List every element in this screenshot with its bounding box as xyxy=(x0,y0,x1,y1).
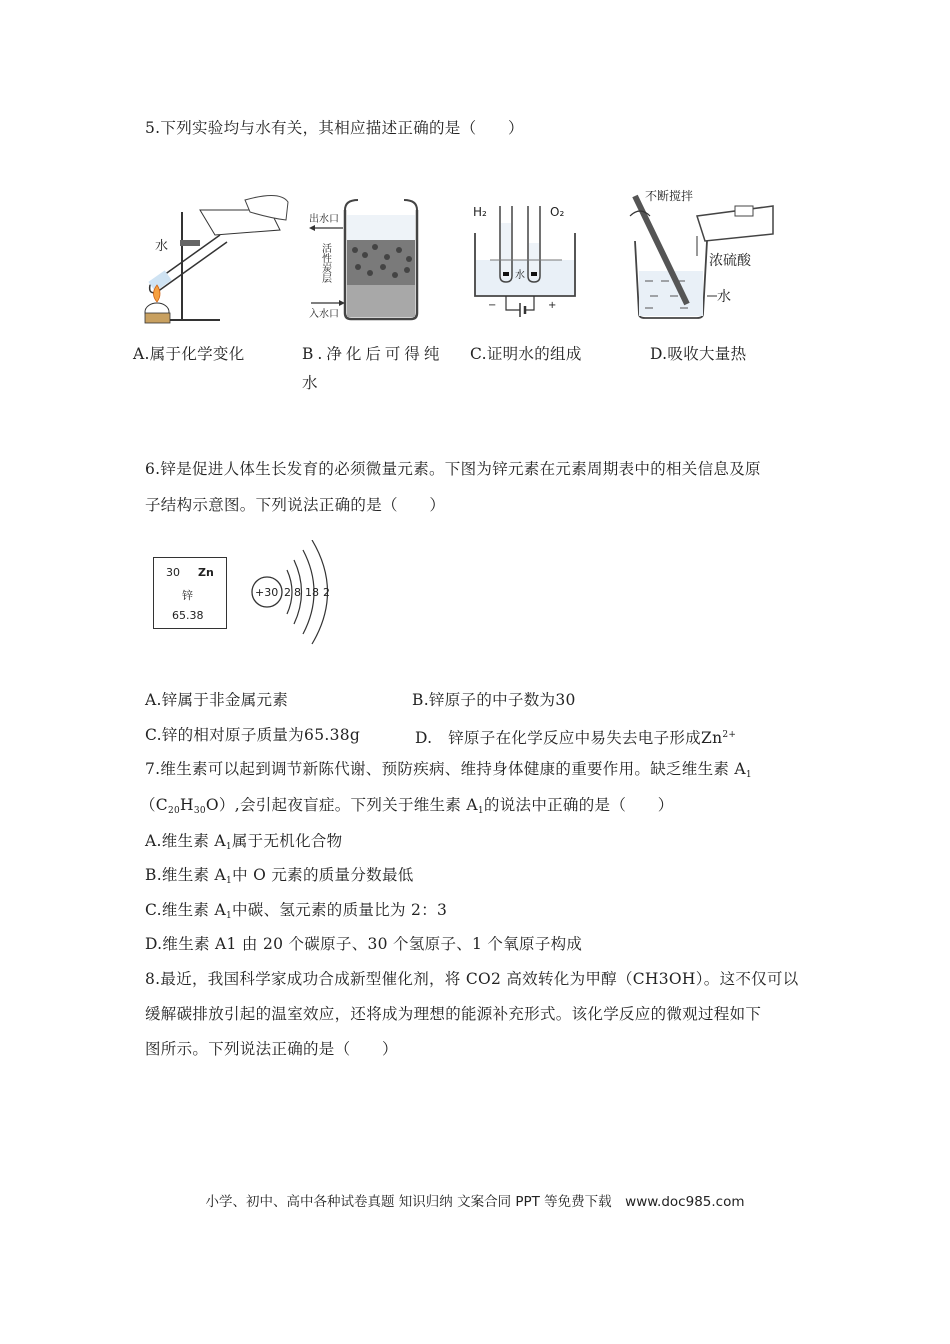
q7-subscript-1: 1 xyxy=(477,806,484,816)
q5-option-c: C.证明水的组成 xyxy=(470,345,582,363)
q6-option-b: B.锌原子的中子数为30 xyxy=(412,691,576,709)
q7-option-b-post: 中 O 元素的质量分数最低 xyxy=(232,866,414,884)
q7-stem-line1 xyxy=(145,758,752,786)
q7-formula-part: （C xyxy=(140,796,168,814)
q7-option-c-pre: C.维生素 A xyxy=(145,901,226,919)
q8-stem-line3: 图所示。下列说法正确的是（ ） xyxy=(145,1040,398,1058)
q8-stem-line1: 8.最近，我国科学家成功合成新型催化剂，将 CO2 高效转化为甲醇（CH3OH）。这不仅可以 xyxy=(145,970,799,988)
q7-option-b-pre: B.维生素 A xyxy=(145,866,227,884)
q5-option-b-line1: B.净化后可得纯 xyxy=(302,345,444,363)
q7-subscript-1: 1 xyxy=(745,770,752,780)
q5-fig-c-water-label: 水 xyxy=(515,270,525,281)
q5-fig-a-water-label: 水 xyxy=(155,239,169,254)
q5-figure-c xyxy=(470,198,585,323)
q7-option-d: D.维生素 A1 由 20 个碳原子、30 个氢原子、1 个氧原子构成 xyxy=(145,935,583,953)
q5-option-a: A.属于化学变化 xyxy=(133,345,245,363)
q7-stem-line1-text: 7.维生素可以起到调节新陈代谢、预防疾病、维持身体健康的重要作用。缺乏维生素 A xyxy=(145,760,746,778)
q6-stem-line1: 6.锌是促进人体生长发育的必须微量元素。下图为锌元素在元素周期表中的相关信息及原 xyxy=(145,460,761,478)
q5-fig-d-stir-label: 不断搅拌 xyxy=(645,189,694,203)
q5-fig-b-outlet-label: 出水口 xyxy=(309,214,339,225)
q5-stem: 5.下列实验均与水有关，其相应描述正确的是（ ） xyxy=(145,119,524,137)
shell-1-electrons: 2 xyxy=(284,586,291,599)
q7-stem-line2-end: 的说法中正确的是（ ） xyxy=(483,796,674,814)
q5-figure-d xyxy=(625,186,780,324)
page-footer: 小学、初中、高中各种试卷真题 知识归纳 文案合同 PPT 等免费下载 www.doc985.com xyxy=(205,1194,745,1210)
q8-stem-line2: 缓解碳排放引起的温室效应，还将成为理想的能源补充形式。该化学反应的微观过程如下 xyxy=(145,1005,762,1023)
q5-figure-a xyxy=(130,190,290,328)
shell-4-electrons: 2 xyxy=(323,586,330,599)
shell-2-electrons: 8 xyxy=(294,586,301,599)
q7-subscript-20: 20 xyxy=(167,806,181,816)
q6-option-c: C.锌的相对原子质量为65.38g xyxy=(145,726,361,744)
q6-option-d xyxy=(415,724,736,749)
q5-fig-b-inlet-label: 入水口 xyxy=(309,309,339,320)
q5-fig-c-plus-label: + xyxy=(548,300,557,311)
q7-option-a xyxy=(145,830,342,858)
q5-fig-d-acid-label: 浓硫酸 xyxy=(709,253,751,269)
nucleus-charge: +30 xyxy=(255,586,279,599)
q7-option-c-post: 中碳、氢元素的质量比为 2：3 xyxy=(232,901,448,919)
q7-subscript-1: 1 xyxy=(225,911,232,921)
q5-fig-b-layer-label: 活性炭层 xyxy=(319,243,331,283)
q6-option-d-text: D. 锌原子在化学反应中易失去电子形成Zn xyxy=(415,729,723,747)
q7-option-b xyxy=(145,864,414,892)
element-symbol: Zn xyxy=(198,566,214,579)
q5-option-d: D.吸收大量热 xyxy=(650,345,747,363)
q7-option-c xyxy=(145,899,447,927)
q5-fig-d-water-label: 水 xyxy=(717,289,731,305)
q5-option-b-line2: 水 xyxy=(302,374,318,392)
element-atomic-number: 30 xyxy=(166,566,180,579)
q7-stem-line2 xyxy=(140,794,674,822)
element-name: 锌 xyxy=(182,589,193,602)
q7-subscript-1: 1 xyxy=(225,842,232,852)
q5-fig-c-o2-label: O₂ xyxy=(550,205,565,219)
q7-option-a-pre: A.维生素 A xyxy=(145,832,226,850)
element-card-zinc xyxy=(153,557,227,629)
q6-stem-line2: 子结构示意图。下列说法正确的是（ ） xyxy=(145,496,446,514)
q5-figure-b xyxy=(303,195,438,325)
q6-option-d-charge: 2+ xyxy=(722,730,737,740)
q5-fig-c-h2-label: H₂ xyxy=(473,205,487,219)
q7-formula-part: H xyxy=(180,796,194,814)
q5-fig-c-minus-label: − xyxy=(488,300,497,311)
q7-option-a-post: 属于无机化合物 xyxy=(231,832,343,850)
zinc-atomic-structure-diagram xyxy=(245,540,355,650)
q7-subscript-30: 30 xyxy=(193,806,206,816)
q6-option-a: A.锌属于非金属元素 xyxy=(145,691,289,709)
q7-stem-line2-text: O）,会引起夜盲症。下列关于维生素 A xyxy=(205,796,478,814)
shell-3-electrons: 18 xyxy=(305,586,319,599)
q7-subscript-1: 1 xyxy=(226,876,233,886)
element-atomic-mass: 65.38 xyxy=(172,609,204,622)
